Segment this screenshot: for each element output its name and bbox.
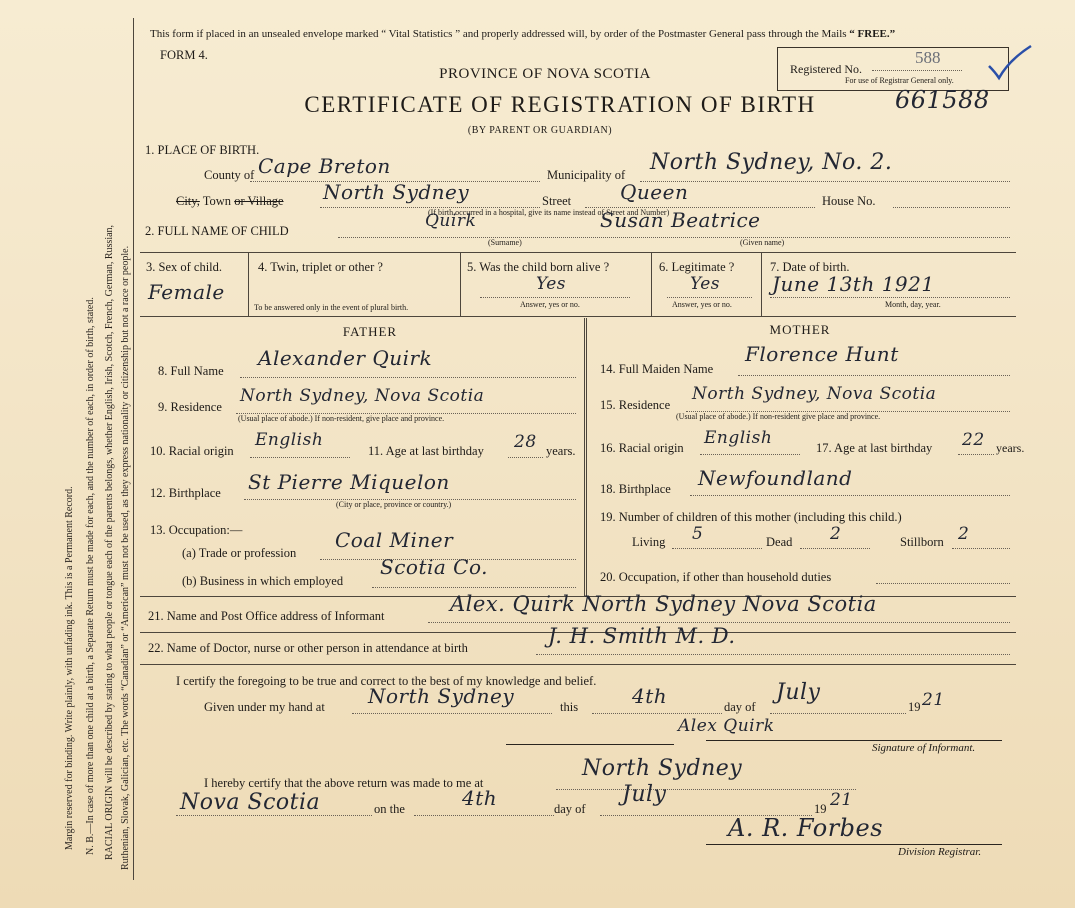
alive-value: Yes	[536, 274, 567, 294]
given-day-value: 4th	[632, 684, 668, 708]
municipality-label: Municipality of	[547, 168, 626, 182]
father-residence-label: 9. Residence	[158, 400, 222, 414]
father-age-value: 28	[514, 432, 537, 452]
mother-name-label: 14. Full Maiden Name	[600, 362, 714, 376]
doctor-rule	[140, 664, 1016, 665]
registrar-use-note: For use of Registrar General only.	[845, 76, 954, 85]
father-heading: FATHER	[342, 324, 398, 339]
father-years-label: years.	[546, 444, 576, 458]
father-occupation-label: 13. Occupation:—	[150, 523, 243, 537]
place-of-birth-heading: 1. PLACE OF BIRTH.	[145, 143, 260, 157]
parents-divider	[584, 318, 587, 596]
registrar-month-value: July	[622, 782, 667, 807]
registered-line	[872, 70, 962, 71]
informant-signature-label: Signature of Informant.	[872, 742, 976, 754]
date-value: June 13th 1921	[772, 272, 935, 296]
mother-abode-note: (Usual place of abode.) If non-resident give place and province.	[676, 412, 881, 421]
hospital-note: (If birth occurred in a hospital, give its name instead of Street and Number)	[428, 208, 670, 217]
father-name-value: Alexander Quirk	[258, 346, 433, 370]
registrar-signature: A. R. Forbes	[728, 814, 884, 842]
mother-racial-value: English	[704, 428, 773, 448]
twin-label: 4. Twin, triplet or other ?	[258, 260, 383, 274]
legit-note: Answer, yes or no.	[672, 300, 732, 309]
father-name-label: 8. Full Name	[158, 364, 224, 378]
given-name-note: (Given name)	[740, 238, 785, 247]
mother-age-value: 22	[962, 430, 985, 450]
municipality-line	[640, 181, 1010, 182]
row-divider-1	[248, 252, 249, 316]
mother-birthplace-value: Newfoundland	[698, 466, 853, 490]
registrar-place2-line	[176, 815, 372, 816]
child-name-label: 2. FULL NAME OF CHILD	[145, 224, 289, 238]
registrar-place-line	[556, 789, 856, 790]
registered-label: Registered No.	[790, 62, 862, 76]
mother-age-label: 17. Age at last birthday	[816, 441, 933, 455]
mother-racial-line	[700, 454, 800, 455]
registrar-year-prefix: 19	[814, 802, 827, 816]
margin-note-3: RACIAL ORIGIN will be described by stating to what people or tongue each of the parents belongs, whether English, Irish, Scotch, French, German, Russian,	[104, 224, 115, 860]
city-label: City,	[176, 194, 200, 208]
mother-children-label: 19. Number of children of this mother (including this child.)	[600, 510, 902, 524]
margin-note-1: Margin reserved for binding. Write plainly, with unfading ink. This is a Permanent Record.	[64, 486, 75, 850]
registered-number: 588	[915, 48, 941, 67]
father-racial-label: 10. Racial origin	[150, 444, 234, 458]
street-label: Street	[542, 194, 572, 208]
row-divider-4	[761, 252, 762, 316]
row-divider-3	[651, 252, 652, 316]
given-month-value: July	[776, 680, 821, 705]
living-value: 5	[692, 524, 704, 544]
date-note: Month, day, year.	[885, 300, 941, 309]
stillborn-line	[952, 548, 1010, 549]
living-line	[672, 548, 762, 549]
mother-name-line	[738, 375, 1010, 376]
father-birthplace-note: (City or place, province or country.)	[336, 500, 452, 509]
registrar-signature-label: Division Registrar.	[898, 846, 982, 858]
child-name-line	[338, 237, 1010, 238]
father-birthplace-label: 12. Birthplace	[150, 486, 221, 500]
given-day-line	[592, 713, 722, 714]
mother-racial-label: 16. Racial origin	[600, 441, 684, 455]
father-racial-line	[250, 457, 350, 458]
alive-line	[480, 297, 630, 298]
dead-line	[800, 548, 870, 549]
given-this-label: this	[560, 700, 579, 714]
living-label: Living	[632, 535, 666, 549]
registrar-day-value: 4th	[462, 786, 498, 810]
father-business-line	[372, 587, 576, 588]
county-label: County of	[204, 168, 255, 182]
row-top-rule	[140, 252, 1016, 253]
alive-note: Answer, yes or no.	[520, 300, 580, 309]
legit-line	[667, 297, 752, 298]
registrar-place-1: North Sydney	[582, 756, 743, 781]
registrar-day-line	[414, 815, 554, 816]
stillborn-label: Stillborn	[900, 535, 944, 549]
registrar-on-the-label: on the	[374, 802, 405, 816]
town-label: Town	[202, 194, 232, 208]
stillborn-value: 2	[958, 524, 970, 544]
father-abode-note: (Usual place of abode.) If non-resident, give place and province.	[238, 414, 445, 423]
house-label: House No.	[822, 194, 876, 208]
date-label: 7. Date of birth.	[770, 260, 850, 274]
town-value: North Sydney	[323, 180, 470, 204]
given-place-value: North Sydney	[368, 684, 515, 708]
registrar-day-of-label: day of	[554, 802, 586, 816]
father-racial-value: English	[255, 430, 324, 450]
row-divider-2	[460, 252, 461, 316]
margin-rule	[133, 18, 134, 880]
county-value: Cape Breton	[258, 154, 391, 178]
legit-value: Yes	[690, 274, 721, 294]
registrar-signature-rule	[706, 844, 1002, 845]
registrar-place-2: Nova Scotia	[180, 790, 321, 815]
page-subtitle: (BY PARENT OR GUARDIAN)	[467, 125, 613, 136]
mother-occupation-label: 20. Occupation, if other than household duties	[600, 570, 832, 584]
page-title: CERTIFICATE OF REGISTRATION OF BIRTH	[304, 92, 816, 117]
mail-notice	[150, 28, 895, 40]
registrar-certify-text: I hereby certify that the above return was made to me at	[204, 776, 484, 790]
signature-rule-left	[506, 744, 674, 745]
mother-birthplace-label: 18. Birthplace	[600, 482, 671, 496]
father-business-value: Scotia Co.	[380, 555, 489, 579]
check-mark-icon	[985, 42, 1033, 82]
given-year-prefix: 19	[908, 700, 921, 714]
form-number: FORM 4.	[160, 48, 208, 62]
father-trade-label: (a) Trade or profession	[182, 546, 297, 560]
father-age-line	[508, 457, 543, 458]
given-day-of-label: day of	[724, 700, 756, 714]
given-year-value: 21	[922, 690, 945, 710]
mother-years-label: years.	[996, 441, 1025, 455]
legit-label: 6. Legitimate ?	[659, 260, 735, 274]
given-label: Given under my hand at	[204, 700, 325, 714]
sex-label: 3. Sex of child.	[146, 260, 223, 274]
mother-name-value: Florence Hunt	[745, 342, 899, 366]
father-age-label: 11. Age at last birthday	[368, 444, 484, 458]
margin-note-2: N. B.—In case of more than one child at a birth, a Separate Return must be made for each, and the number of each, in order of birth, stated.	[85, 297, 96, 855]
signature-rule-right	[706, 740, 1002, 741]
twin-note: To be answered only in the event of plural birth.	[254, 303, 409, 312]
mail-notice-free: “ FREE.”	[849, 28, 896, 40]
given-place-line	[352, 713, 552, 714]
mother-residence-value: North Sydney, Nova Scotia	[692, 384, 937, 404]
child-surname: Quirk	[425, 211, 477, 231]
certify-text: I certify the foregoing to be true and correct to the best of my knowledge and belief.	[176, 674, 597, 688]
informant-signature: Alex Quirk	[678, 716, 775, 736]
margin-note-4: Ruthenian, Slovak, Galician, etc. The words “Canadian” or “American” must not be used, as they express nationality or citizenship but not a race or people.	[120, 245, 131, 870]
mail-notice-text: This form if placed in an unsealed envelope marked “ Vital Statistics ” and properly addressed will, by order of the Postmaster General pass through the Mails	[150, 28, 847, 40]
mother-birthplace-line	[690, 495, 1010, 496]
surname-note: (Surname)	[488, 238, 522, 247]
dead-label: Dead	[766, 535, 793, 549]
house-line	[893, 207, 1010, 208]
informant-label: 21. Name and Post Office address of Informant	[148, 609, 385, 623]
city-town-label	[176, 194, 284, 209]
doctor-value: J. H. Smith M. D.	[548, 624, 736, 648]
informant-line	[428, 622, 1010, 623]
father-name-line	[240, 377, 576, 378]
mother-age-line	[958, 454, 994, 455]
registrar-year-value: 21	[830, 790, 853, 810]
handwritten-number: 661588	[895, 86, 990, 114]
village-label: or Village	[234, 194, 284, 208]
doctor-label: 22. Name of Doctor, nurse or other person in attendance at birth	[148, 641, 468, 655]
given-month-line	[770, 713, 906, 714]
municipality-value: North Sydney, No. 2.	[650, 150, 893, 175]
alive-label: 5. Was the child born alive ?	[467, 260, 610, 274]
mother-residence-label: 15. Residence	[600, 398, 671, 412]
father-business-label: (b) Business in which employed	[182, 574, 344, 588]
mother-occupation-line	[876, 583, 1010, 584]
doctor-line	[536, 654, 1010, 655]
child-given-name: Susan Beatrice	[600, 208, 761, 232]
father-residence-value: North Sydney, Nova Scotia	[240, 386, 485, 406]
province-heading: PROVINCE OF NOVA SCOTIA	[439, 66, 651, 82]
father-trade-value: Coal Miner	[335, 528, 454, 552]
street-value: Queen	[620, 180, 689, 204]
informant-value: Alex. Quirk North Sydney Nova Scotia	[450, 592, 877, 616]
dead-value: 2	[830, 524, 842, 544]
sex-value: Female	[148, 280, 225, 304]
father-birthplace-value: St Pierre Miquelon	[248, 470, 450, 494]
row-bottom-rule	[140, 316, 1016, 317]
mother-heading: MOTHER	[769, 322, 831, 337]
date-line	[770, 297, 1010, 298]
